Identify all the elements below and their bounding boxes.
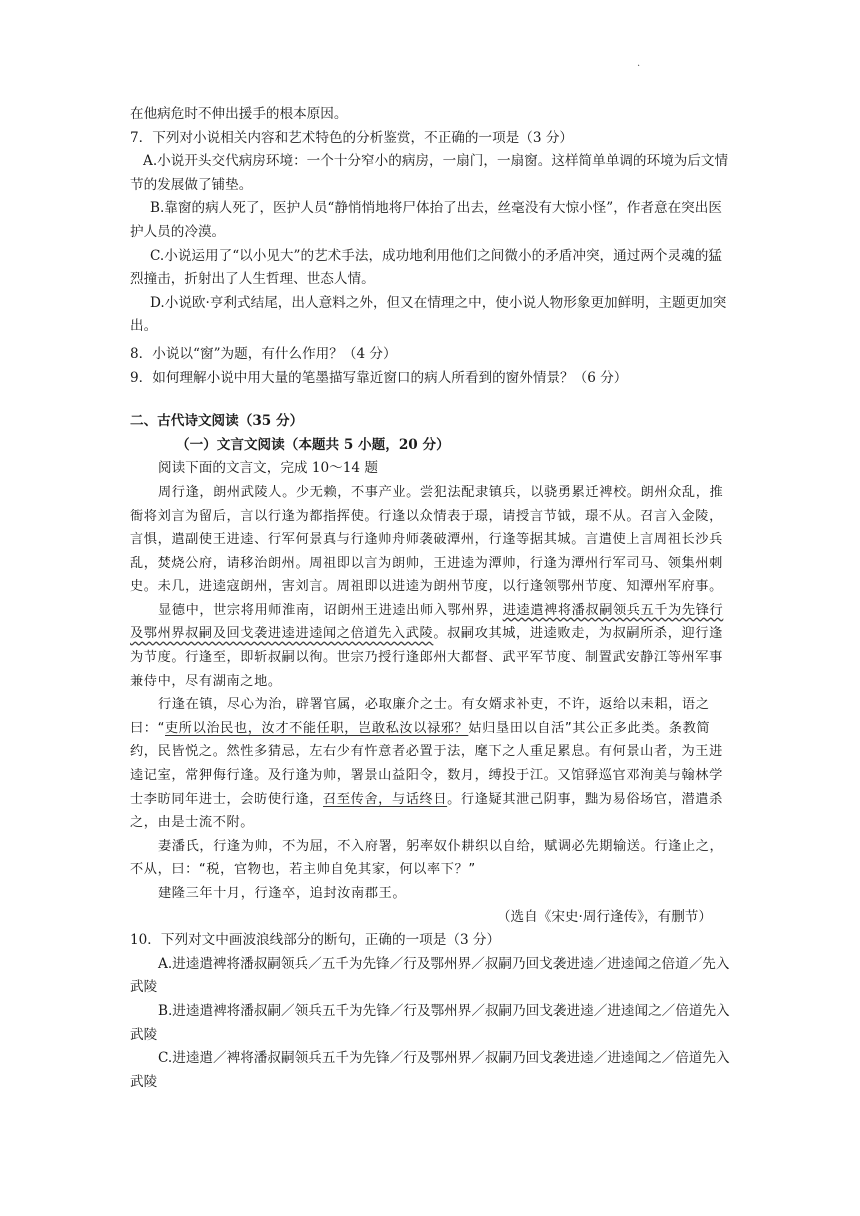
- question-7-option-a: A.小说开头交代病房环境：一个十分窄小的病房，一扇门，一扇窗。这样简单单调的环境为后文情节的发展做了铺垫。: [130, 153, 729, 193]
- document-body: [130, 103, 732, 1094]
- question-10-option-b: B.进逵遣裨将潘叔嗣／领兵五千为先锋／行及鄂州界／叔嗣乃回戈袭进逵／进逵闻之／倍道先入武陵: [130, 1002, 730, 1043]
- passage-3-pre: 行逢在镇，尽心为治，辟署官属，必取廉介之士。有女婿求补吏，不许，返给以耒耜，语之曰：“: [130, 697, 710, 736]
- passage-source: （选自《宋史·周行逢传》，有删节）: [496, 908, 712, 925]
- passage-2-pre: 显德中，世宗将用师淮南，诏朗州王进逵出师入鄂州界，: [158, 602, 503, 618]
- passage-paragraph-5: 建隆三年十月，行逢卒，追封汝南郡王。: [158, 886, 407, 901]
- classical-passage: [130, 481, 732, 906]
- question-7-stem: 7．下列对小说相关内容和艺术特色的分析鉴赏，不正确的一项是（3 分）: [130, 129, 574, 146]
- question-10-stem: 10．下列对文中画波浪线部分的断句，正确的一项是（3 分）: [130, 932, 501, 949]
- question-10-option-c: C.进逵遣／裨将潘叔嗣领兵五千为先锋／行及鄂州界／叔嗣乃回戈袭进逵／进逵闻之／倍道先入武陵: [130, 1050, 730, 1090]
- reading-instruction: 阅读下面的文言文，完成 10～14 题: [158, 460, 378, 477]
- passage-paragraph-2: [130, 599, 732, 693]
- intro-tail: 在他病危时不伸出援手的根本原因。: [130, 106, 348, 122]
- question-7-option-b: B.靠窗的病人死了，医护人员“静悄悄地将尸体抬了出去，丝毫没有大惊小怪”，作者意在突出医护人员的冷漠。: [130, 200, 722, 240]
- passage-3-post: 。行逢疑其泄己阴事，黜为易俗场官，潜遣杀之，由是士流不附。: [130, 791, 723, 831]
- underlined-sentence-1: 吏所以治民也，汝才不能任职，岂敢私汝以禄邪？: [165, 720, 469, 736]
- wavy-underlined-text: 进逵遣裨将潘叔嗣领兵五千为先锋行及鄂州界叔嗣及回戈袭进逵进逵闻之倍道先入武陵: [130, 602, 724, 642]
- page-marker: .: [637, 58, 641, 69]
- passage-paragraph-3: [130, 693, 732, 835]
- question-7-option-d: D.小说欧·亨利式结尾，出人意料之外，但又在情理之中，使小说人物形象更加鲜明，主题更加突出。: [130, 294, 727, 335]
- question-8: 8．小说以“窗”为题，有什么作用？（4 分）: [130, 345, 397, 362]
- section-2-subtitle: （一）文言文阅读（本题共 5 小题，20 分）: [176, 436, 450, 453]
- passage-3-mid: 姑归垦田以自活”其公正多此类。条教简约，民皆悦之。然性多猜忌，左右少有忤意者必置于法，麾下之人重足累息。有何景山者，为王进逵记室，常狎侮行逢。及行逢为帅，署景山益阳令，数月，缚投于江。又馆驿巡官邓洵美与翰林学士李昉同年进士，会昉使行逢，: [130, 720, 723, 807]
- passage-paragraph-1: 周行逢，朗州武陵人。少无赖，不事产业。尝犯法配隶镇兵，以骁勇累迁裨校。朗州众乱，推衙将刘言为留后，言以行逢为都指挥使。行逢以众情表于璟，请授言节钺，璟不从。召言入金陵，言惧，遣副使王进逵、行军何景真与行逢帅舟师袭破潭州，行逢等据其城。言遣使上言周祖长沙兵乱，焚烧公府，请移治朗州。周祖即以言为朗帅，王进逵为潭帅，行逢为潭州行军司马、领集州刺史。未几，进逵寇朗州，害刘言。周祖即以进逵为朗州节度，以行逢领鄂州节度、知潭州军府事。: [130, 484, 724, 595]
- underlined-sentence-2: 召至传舍，与话终日: [323, 791, 448, 807]
- question-10-option-a: A.进逵遣裨将潘叔嗣领兵／五千为先锋／行及鄂州界／叔嗣乃回戈袭进逵／进逵闻之倍道／先入武陵: [130, 955, 730, 996]
- question-9: 9．如何理解小说中用大量的笔墨描写靠近窗口的病人所看到的窗外情景？（6 分）: [130, 369, 628, 386]
- passage-paragraph-4: 妻潘氏，行逢为帅，不为屈，不入府署，躬率奴仆耕织以自给，赋调必先期输送。行逢止之，不从，曰：“税，官物也，若主帅自免其家，何以率下？”: [130, 838, 724, 878]
- question-7-option-c: C.小说运用了“以小见大”的艺术手法，成功地利用他们之间微小的矛盾冲突，通过两个灵魂的猛烈撞击，折射出了人生哲理、世态人情。: [130, 247, 722, 288]
- section-2-title: 二、古代诗文阅读（35 分）: [130, 413, 304, 430]
- passage-2-post: 。叔嗣攻其城，进逵败走，为叔嗣所杀，迎行逢为节度。行逢至，即斩叔嗣以徇。世宗乃授行逢郎州大都督、武平军节度、制置武安静江等州军事兼侍中，尽有湖南之地。: [130, 626, 723, 689]
